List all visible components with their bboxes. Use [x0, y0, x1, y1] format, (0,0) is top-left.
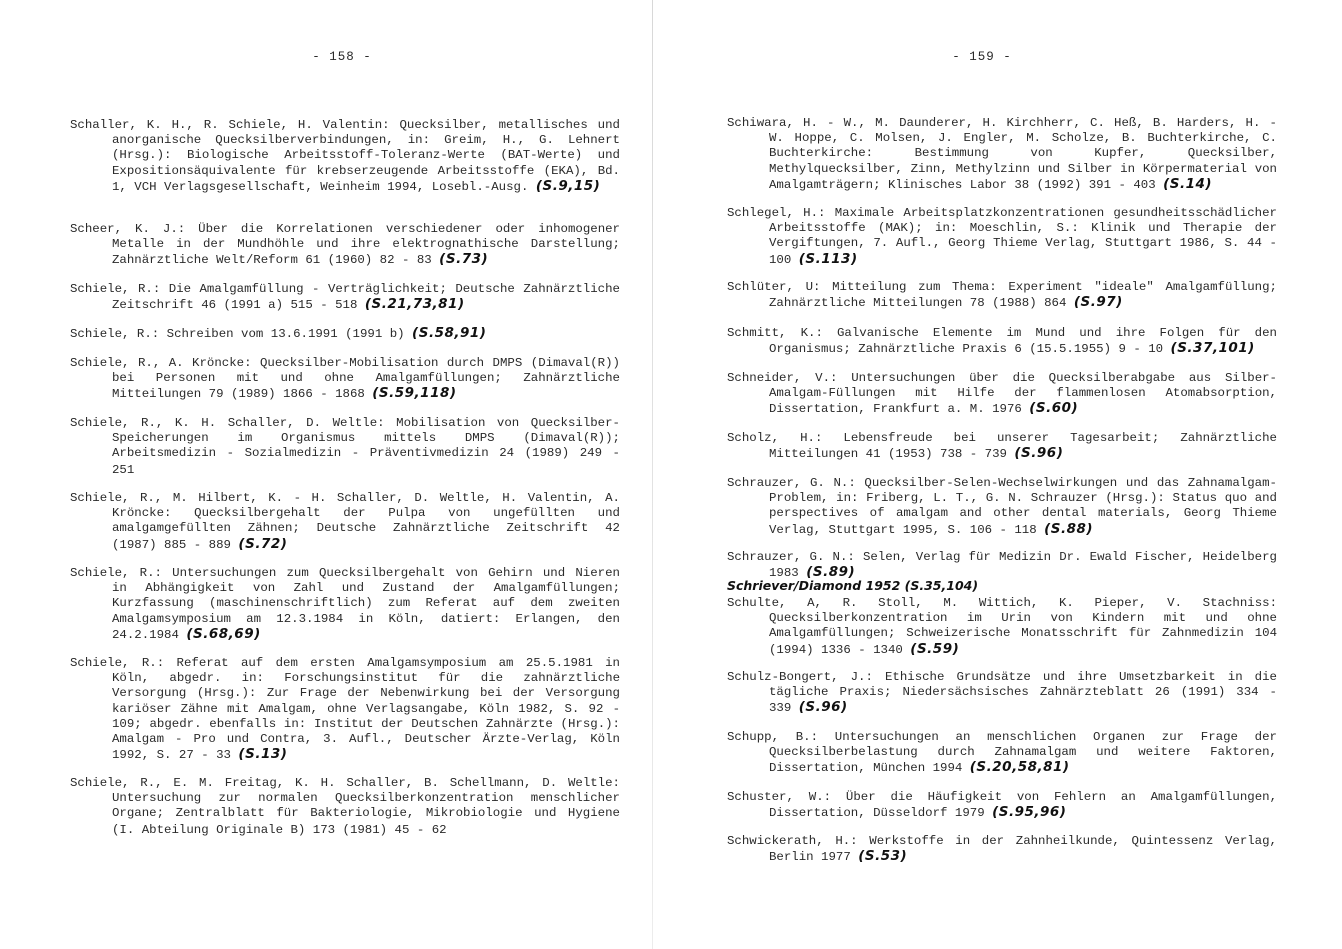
bibliography-entry [70, 776, 620, 838]
handwritten-page-note: (S.14) [1163, 175, 1213, 192]
handwritten-page-note: (S.60) [1029, 400, 1079, 417]
entry-text: Schiele, R., K. H. Schaller, D. Weltle: Mobilisation von Quecksilber-Speicherungen im Organismus mittels DMPS (Dimaval(R)); Arbeitsmedizin - Sozialmedizin - Präventivmedizin 24 (1989) 249 - 251 [70, 416, 620, 477]
handwritten-page-note: (S.59,118) [372, 385, 457, 402]
entry-text: Schiele, R., M. Hilbert, K. - H. Schaller, D. Weltle, H. Valentin, A. Kröncke: Quecksilbergehalt der Pulpa von ungefüllten und amalgamgefüllten Zähnen; Deutsche Zahnärztliche Zeitschrift 42 (1987) 885 - 889 [70, 491, 620, 552]
bibliography-entry [727, 476, 1277, 538]
handwritten-page-note: (S.73) [439, 251, 489, 268]
entry-text: Schiele, R., A. Kröncke: Quecksilber-Mobilisation durch DMPS (Dimaval(R)) bei Personen mit und ohne Amalgamfüllungen; Zahnärztliche Mitteilungen 79 (1989) 1866 - 1868 [70, 356, 620, 402]
page-number: - 158 - [312, 50, 372, 64]
entry-text: Scheer, K. J.: Über die Korrelationen verschiedener oder inhomogener Metalle in der Mundhöhle und ihre elektrognathische Darstellung; Zahnärztliche Welt/Reform 61 (1960) 82 - 83 [70, 222, 620, 268]
handwritten-page-note: (S.9,15) [535, 177, 601, 194]
bibliography-entry [727, 834, 1277, 865]
bibliography-entry [727, 790, 1277, 821]
handwritten-page-note: (S.37,101) [1170, 340, 1255, 357]
handwritten-page-note: (S.53) [858, 848, 908, 865]
handwritten-page-note: (S.72) [238, 535, 288, 552]
handwritten-page-note: (S.20,58,81) [969, 759, 1070, 776]
entry-text: Schiele, R.: Referat auf dem ersten Amalgamsymposium am 25.5.1981 in Köln, abgedr. in: Forschungsinstitut für die zahnärztliche Versorgung (Hrsg.): Zur Frage der Nebenwirkung bei der Versorgung kariöser Zähne mit Amalgam, ohne Verlagsangabe, Köln 1982, S. 92 - 109; abgedr. ebenfalls in: Institut der Deutschen Zahnärzte (Hrsg.): Amalgam - Pro und Contra, 3. Aufl., Deutscher Ärzte-Verlag, Köln 1992, S. 27 - 33 [70, 656, 620, 763]
entry-text: Schupp, B.: Untersuchungen an menschlichen Organen zur Frage der Quecksilberbelastung durch Zahnamalgam und weitere Faktoren, Dissertation, München 1994 [727, 730, 1277, 776]
bibliography-entry [727, 371, 1277, 418]
handwritten-page-note: (S.21,73,81) [364, 296, 465, 313]
bibliography-entry [70, 118, 620, 195]
entry-text: Schneider, V.: Untersuchungen über die Quecksilberabgabe aus Silber-Amalgam-Füllungen mit Hilfe der flammenlosen Atomabsorption, Dissertation, Frankfurt a. M. 1976 [727, 371, 1277, 417]
bibliography-entry [727, 431, 1277, 462]
handwritten-insert: Schriever/Diamond 1952 (S.35,104) [727, 578, 979, 593]
entry-text: Schulte, A, R. Stoll, M. Wittich, K. Pieper, V. Stachniss: Quecksilberkonzentration im Urin von Kindern mit und ohne Amalgamfüllungen; Schweizerische Monatsschrift für Zahnmedizin 104 (1994) 1336 - 1340 [727, 596, 1277, 657]
handwritten-page-note: (S.58,91) [412, 325, 487, 341]
bibliography-entry [70, 222, 620, 269]
entry-text: Schwickerath, H.: Werkstoffe in der Zahnheilkunde, Quintessenz Verlag, Berlin 1977 [727, 834, 1277, 865]
entry-text: Scholz, H.: Lebensfreude bei unserer Tagesarbeit; Zahnärztliche Mitteilungen 41 (1953) 738 - 739 [727, 431, 1277, 462]
entry-text: Schulz-Bongert, J.: Ethische Grundsätze und ihre Umsetzbarkeit in die tägliche Praxis; Niedersächsisches Zahnärzteblatt 26 (1991) 334 - 339 [727, 670, 1277, 716]
bibliography-entry [727, 670, 1277, 717]
bibliography-entry [727, 116, 1277, 193]
handwritten-page-note: (S.96) [1014, 445, 1064, 462]
bibliography-entry [70, 491, 620, 553]
bibliography-entry [727, 280, 1277, 311]
handwritten-page-note: (S.68,69) [186, 625, 261, 642]
entry-text: Schiele, R., E. M. Freitag, K. H. Schaller, B. Schellmann, D. Weltle: Untersuchung zur normalen Quecksilberkonzentration menschlicher Organe; Zentralblatt für Bakteriologie, Mikrobiologie und Hygiene (I. Abteilung Originale B) 173 (1981) 45 - 62 [70, 776, 620, 837]
bibliography-entry [727, 596, 1277, 658]
page-number: - 159 - [952, 50, 1012, 64]
entry-text: Schiele, R.: Schreiben vom 13.6.1991 (1991 b) [70, 327, 405, 341]
entry-text: Schaller, K. H., R. Schiele, H. Valentin: Quecksilber, metallisches und anorganische Quecksilberverbindungen, in: Greim, H., G. Lehnert (Hrsg.): Biologische Arbeitsstoff-Toleranz-Werte (BAT-Werte) und Expositionsäquivalente für krebserzeugende Arbeitsstoffe (EKA), Bd. 1, VCH Verlagsgesellschaft, Weinheim 1994, Losebl.-Ausg. [70, 118, 620, 194]
handwritten-page-note: (S.13) [238, 746, 288, 763]
handwritten-page-note: (S.97) [1073, 294, 1123, 311]
bibliography-entry [70, 566, 620, 643]
bibliography-entry [70, 356, 620, 403]
handwritten-page-note: (S.96) [798, 699, 848, 716]
bibliography-entry [70, 326, 620, 342]
bibliography-entry [70, 656, 620, 763]
entry-text: Schiele, R.: Die Amalgamfüllung - Verträglichkeit; Deutsche Zahnärztliche Zeitschrift 46 (1991 a) 515 - 518 [70, 282, 620, 313]
entry-text: Schmitt, K.: Galvanische Elemente im Mund und ihre Folgen für den Organismus; Zahnärztliche Praxis 6 (15.5.1955) 9 - 10 [727, 326, 1277, 357]
bibliography-entry [70, 282, 620, 313]
handwritten-page-note: (S.88) [1044, 520, 1094, 537]
bibliography-entry [727, 326, 1277, 357]
handwritten-page-note: (S.95,96) [992, 804, 1067, 821]
handwritten-page-note: (S.113) [798, 250, 858, 267]
entry-text: Schrauzer, G. N.: Selen, Verlag für Medizin Dr. Ewald Fischer, Heidelberg 1983 [727, 550, 1277, 581]
bibliography-entry [727, 550, 1277, 581]
entry-text: Schlüter, U: Mitteilung zum Thema: Experiment "ideale" Amalgamfüllung; Zahnärztliche Mitteilungen 78 (1988) 864 [727, 280, 1277, 311]
bibliography-entry [727, 730, 1277, 777]
handwritten-page-note: (S.59) [910, 640, 960, 657]
bibliography-entry [727, 206, 1277, 268]
handwritten-page-note: (S.89) [806, 564, 856, 581]
entry-text: Schlegel, H.: Maximale Arbeitsplatzkonzentrationen gesundheitsschädlicher Arbeitsstoffe (MAK); in: Moeschlin, S.: Klinik und Therapie der Vergiftungen, 7. Aufl., Georg Thieme Verlag, Stuttgart 1986, S. 44 - 100 [727, 206, 1277, 267]
entry-text: Schiwara, H. - W., M. Daunderer, H. Kirchherr, C. Heß, B. Harders, H. - W. Hoppe, C. Molsen, J. Engler, M. Scholze, B. Buchterkirche, C. Buchterkirche: Bestimmung von Kupfer, Quecksilber, Methylquecksilber, Zinn, Methylzinn und Silber in Körpermaterial von Amalgamträgern; Klinisches Labor 38 (1992) 391 - 403 [727, 116, 1277, 192]
entry-text: Schiele, R.: Untersuchungen zum Quecksilbergehalt von Gehirn und Nieren in Abhängigkeit von Zahl und Zustand der Amalgamfüllungen; Kurzfassung (maschinenschriftlich) zum Referat auf dem zweiten Amalgamsymposium am 12.3.1984 in Köln, datiert: Erlangen, den 24.2.1984 [70, 566, 620, 642]
page-gutter [652, 0, 653, 949]
entry-text: Schuster, W.: Über die Häufigkeit von Fehlern an Amalgamfüllungen, Dissertation, Düsseldorf 1979 [727, 790, 1277, 821]
entry-text: Schrauzer, G. N.: Quecksilber-Selen-Wechselwirkungen und das Zahnamalgam-Problem, in: Friberg, L. T., G. N. Schrauzer (Hrsg.): Status quo and perspectives of amalgam and other dental materials, Georg Thieme Verlag, Stuttgart 1995, S. 106 - 118 [727, 476, 1277, 537]
bibliography-entry [70, 416, 620, 478]
